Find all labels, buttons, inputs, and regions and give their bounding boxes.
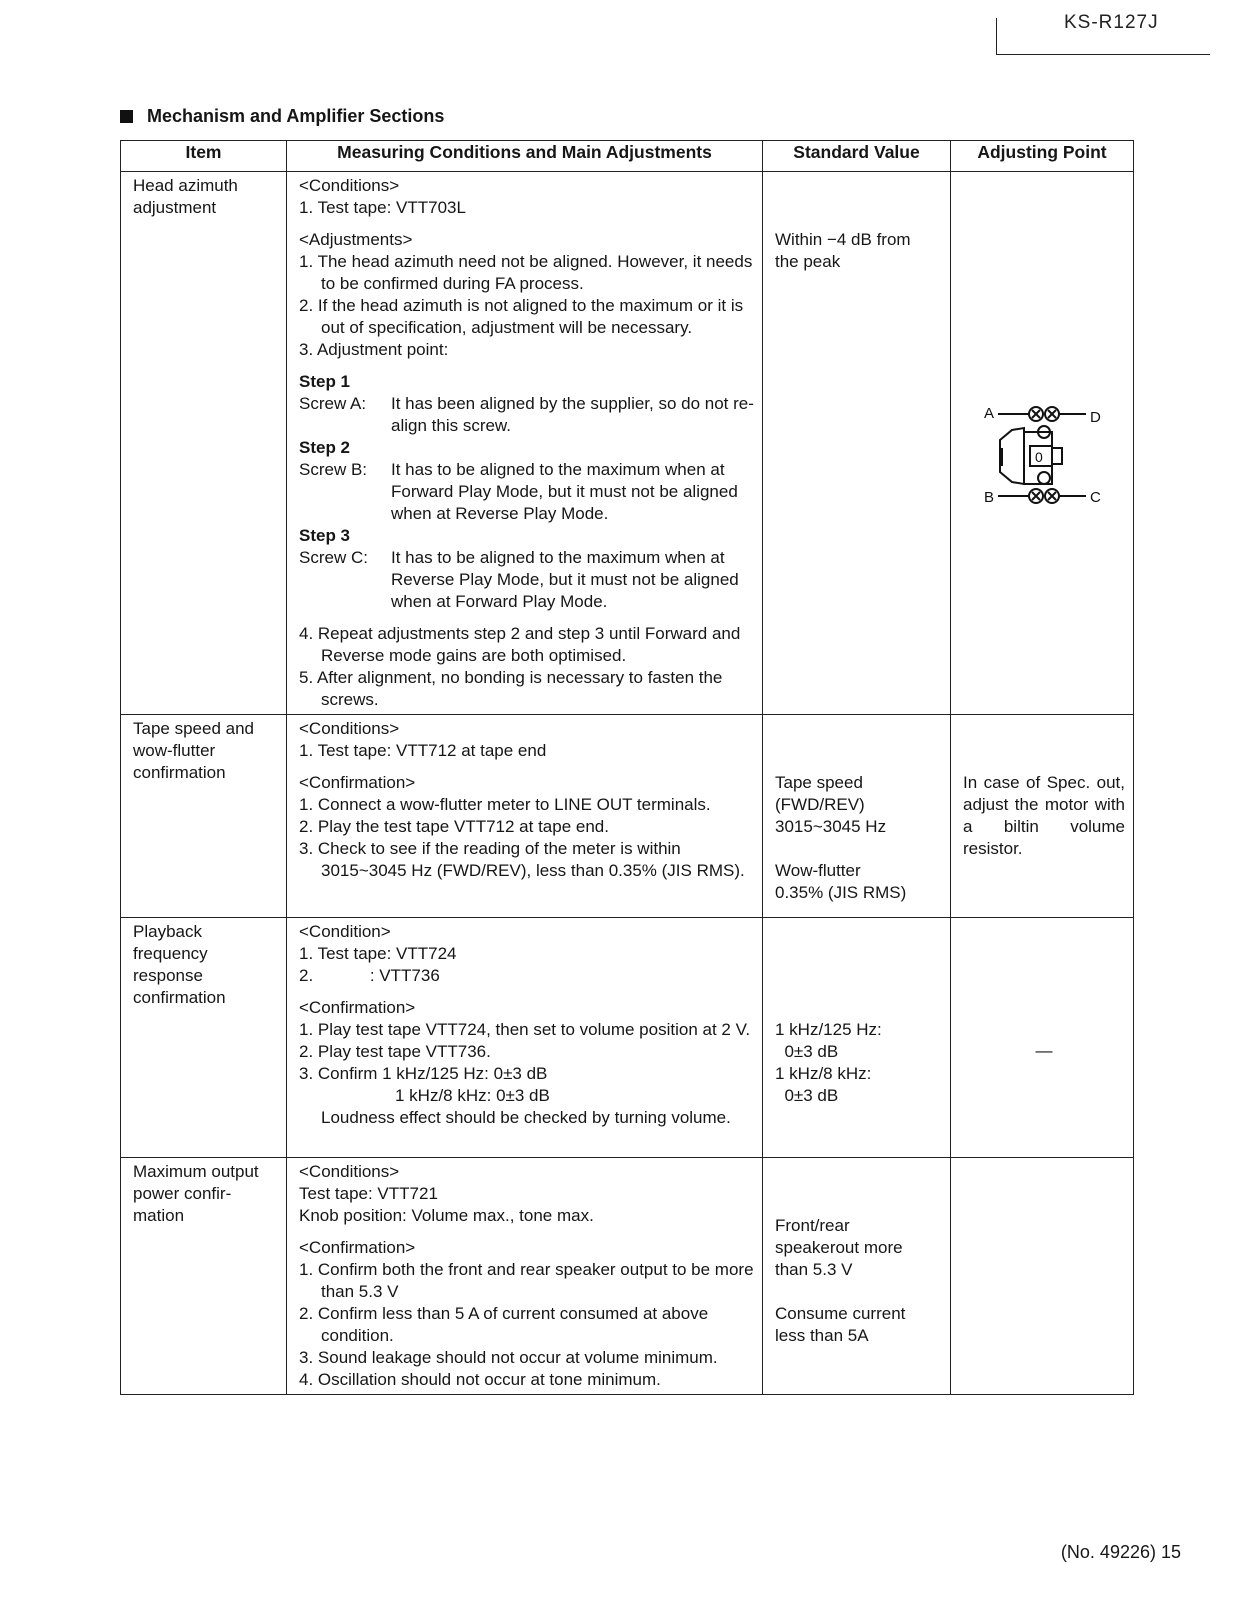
list-item: 3. Adjustment point: (299, 340, 449, 359)
list-item: 3. Check to see if the reading of the meter is within 3015~3045 Hz (FWD/REV), less than 0.35% (JIS RMS). (299, 839, 745, 880)
list-item: Test tape: VTT721 (299, 1184, 438, 1203)
list-item: Knob position: Volume max., tone max. (299, 1206, 594, 1225)
screw-d-cross (1048, 410, 1056, 418)
item-text: Tape speed and (133, 719, 254, 738)
screw-c-label: C (1090, 489, 1101, 506)
list-item: 1. Confirm both the front and rear speaker output to be more than 5.3 V (299, 1260, 759, 1301)
not-applicable-dash: — (1035, 1041, 1053, 1060)
table-row (121, 715, 1134, 918)
list-item: 1. Test tape: VTT724 (299, 944, 457, 963)
standard-value-text: Within −4 dB from (775, 230, 911, 249)
adjusting-point-text: In case of Spec. out, adjust the motor with a biltin volume resistor. (963, 773, 1125, 858)
item-text: power confir- (133, 1184, 232, 1203)
list-item: 1. Test tape: VTT712 at tape end (299, 741, 547, 760)
list-item: 2. If the head azimuth is not aligned to the maximum or it is out of specification, adjustment will be necessary. (299, 296, 748, 337)
note-text: Loudness effect should be checked by turning volume. (321, 1108, 731, 1127)
standard-value-text: 0.35% (JIS RMS) (775, 883, 907, 902)
standard-value-text: 3015~3045 Hz (775, 817, 887, 836)
screw-text: It has to be aligned to the maximum when at Reverse Play Mode, but it must not be aligned when at Forward Play Mode. (391, 548, 739, 611)
column-header-standard-value: Standard Value (763, 141, 951, 172)
screw-label: Screw C: (299, 548, 368, 567)
table-header-row (121, 141, 1134, 172)
list-item: 3. Sound leakage should not occur at volume minimum. (299, 1348, 718, 1367)
conditions-cell (287, 1158, 763, 1395)
screw-label: Screw B: (299, 460, 368, 479)
standard-value-text: less than 5A (775, 1326, 869, 1345)
adjusting-point-cell (951, 918, 1134, 1158)
list-item: 2. : VTT736 (299, 966, 440, 985)
screw-a-cross (1032, 410, 1040, 418)
item-text: mation (133, 1206, 185, 1225)
list-item: 2. Play the test tape VTT712 at tape end. (299, 817, 609, 836)
list-item: 1. Test tape: VTT703L (299, 198, 466, 217)
confirmation-heading: <Confirmation> (299, 773, 416, 792)
screw-text: It has to be aligned to the maximum when at Forward Play Mode, but it must not be aligned when at Reverse Play Mode. (391, 460, 738, 523)
conditions-cell (287, 715, 763, 918)
standard-value-text: 0±3 dB (775, 1042, 839, 1061)
list-item: 4. Oscillation should not occur at tone minimum. (299, 1370, 661, 1389)
standard-value-text (775, 838, 942, 860)
screw-c-cross (1048, 492, 1056, 500)
standard-value-text: speakerout more (775, 1238, 903, 1257)
list-item: 3. Confirm 1 kHz/125 Hz: 0±3 dB (299, 1064, 548, 1083)
screw-a-label: A (984, 405, 995, 422)
standard-value-text: the peak (775, 252, 841, 271)
conditions-heading: <Conditions> (299, 719, 400, 738)
column-header-conditions: Measuring Conditions and Main Adjustments (287, 141, 763, 172)
head-housing-outline (1000, 428, 1024, 484)
confirmation-heading: <Confirmation> (299, 1238, 416, 1257)
conditions-heading: <Conditions> (299, 1162, 400, 1181)
standard-value-text: Wow-flutter (775, 861, 861, 880)
screw-b-label: B (984, 489, 995, 506)
item-text: frequency (133, 944, 208, 963)
item-cell (121, 918, 287, 1158)
item-cell (121, 1158, 287, 1395)
list-item: 1. Connect a wow-flutter meter to LINE OUT terminals. (299, 795, 711, 814)
item-text: response (133, 966, 203, 985)
table-row (121, 918, 1134, 1158)
adjustment-table (120, 140, 1134, 1395)
conditions-cell (287, 172, 763, 715)
standard-value-text: (FWD/REV) (775, 795, 865, 814)
list-item: 1. Play test tape VTT724, then set to volume position at 2 V. (299, 1020, 751, 1039)
item-text: confirmation (133, 988, 226, 1007)
standard-value-cell (763, 918, 951, 1158)
standard-value-cell (763, 715, 951, 918)
screw-instruction (299, 459, 754, 525)
standard-value-text: Tape speed (775, 773, 863, 792)
confirmation-heading: <Confirmation> (299, 998, 416, 1017)
screw-instruction (299, 393, 754, 437)
standard-value-cell (763, 172, 951, 715)
adjusting-point-cell (951, 172, 1134, 715)
column-header-adjusting-point: Adjusting Point (951, 141, 1134, 172)
standard-value-text: than 5.3 V (775, 1260, 853, 1279)
standard-value-text: 1 kHz/125 Hz: (775, 1020, 882, 1039)
head-azimuth-screw-diagram (972, 392, 1112, 512)
standard-value-text: Front/rear (775, 1216, 850, 1235)
table-row (121, 1158, 1134, 1395)
screw-d-label: D (1090, 409, 1101, 426)
item-text: Playback (133, 922, 202, 941)
list-item: 4. Repeat adjustments step 2 and step 3 until Forward and Reverse mode gains are both optimised. (299, 624, 746, 665)
item-cell (121, 172, 287, 715)
step-heading: Step 1 (299, 372, 351, 391)
screw-instruction (299, 547, 754, 613)
square-bullet-icon (120, 110, 133, 123)
item-cell (121, 715, 287, 918)
standard-value-cell (763, 1158, 951, 1395)
list-item: 1. The head azimuth need not be aligned. However, it needs to be confirmed during FA process. (299, 252, 758, 293)
screw-lower-mid-icon (1038, 472, 1050, 484)
standard-value-text: Consume current (775, 1304, 906, 1323)
section-title-text: Mechanism and Amplifier Sections (147, 106, 445, 126)
item-text: wow-flutter (133, 741, 216, 760)
screw-text: It has been aligned by the supplier, so do not re-align this screw. (391, 394, 754, 435)
adjusting-point-cell (951, 715, 1134, 918)
adjustments-heading: <Adjustments> (299, 230, 413, 249)
screw-label: Screw A: (299, 394, 367, 413)
head-bracket-right (1052, 448, 1062, 464)
list-item: 2. Confirm less than 5 A of current consumed at above condition. (299, 1304, 713, 1345)
item-text: adjustment (133, 198, 217, 217)
head-center-mark: 0 (1035, 449, 1043, 465)
step-heading: Step 2 (299, 438, 351, 457)
section-title (120, 106, 444, 127)
standard-value-text: 1 kHz/8 kHz: (775, 1064, 872, 1083)
conditions-heading: <Conditions> (299, 176, 400, 195)
conditions-cell (287, 918, 763, 1158)
list-item-continuation: 1 kHz/8 kHz: 0±3 dB (395, 1086, 550, 1105)
model-number: KS-R127J (1064, 12, 1159, 33)
step-heading: Step 3 (299, 526, 351, 545)
column-header-item: Item (121, 141, 287, 172)
list-item: 5. After alignment, no bonding is necessary to fasten the screws. (299, 668, 728, 709)
screw-b-cross (1032, 492, 1040, 500)
conditions-heading: <Condition> (299, 922, 391, 941)
item-text: Maximum output (133, 1162, 259, 1181)
item-text: confirmation (133, 763, 226, 782)
table-row (121, 172, 1134, 715)
standard-value-text: 0±3 dB (775, 1086, 839, 1105)
list-item: 2. Play test tape VTT736. (299, 1042, 491, 1061)
standard-value-text (775, 1281, 942, 1303)
item-text: Head azimuth (133, 176, 238, 195)
adjusting-point-cell (951, 1158, 1134, 1395)
page-number: (No. 49226) 15 (1060, 1542, 1181, 1562)
